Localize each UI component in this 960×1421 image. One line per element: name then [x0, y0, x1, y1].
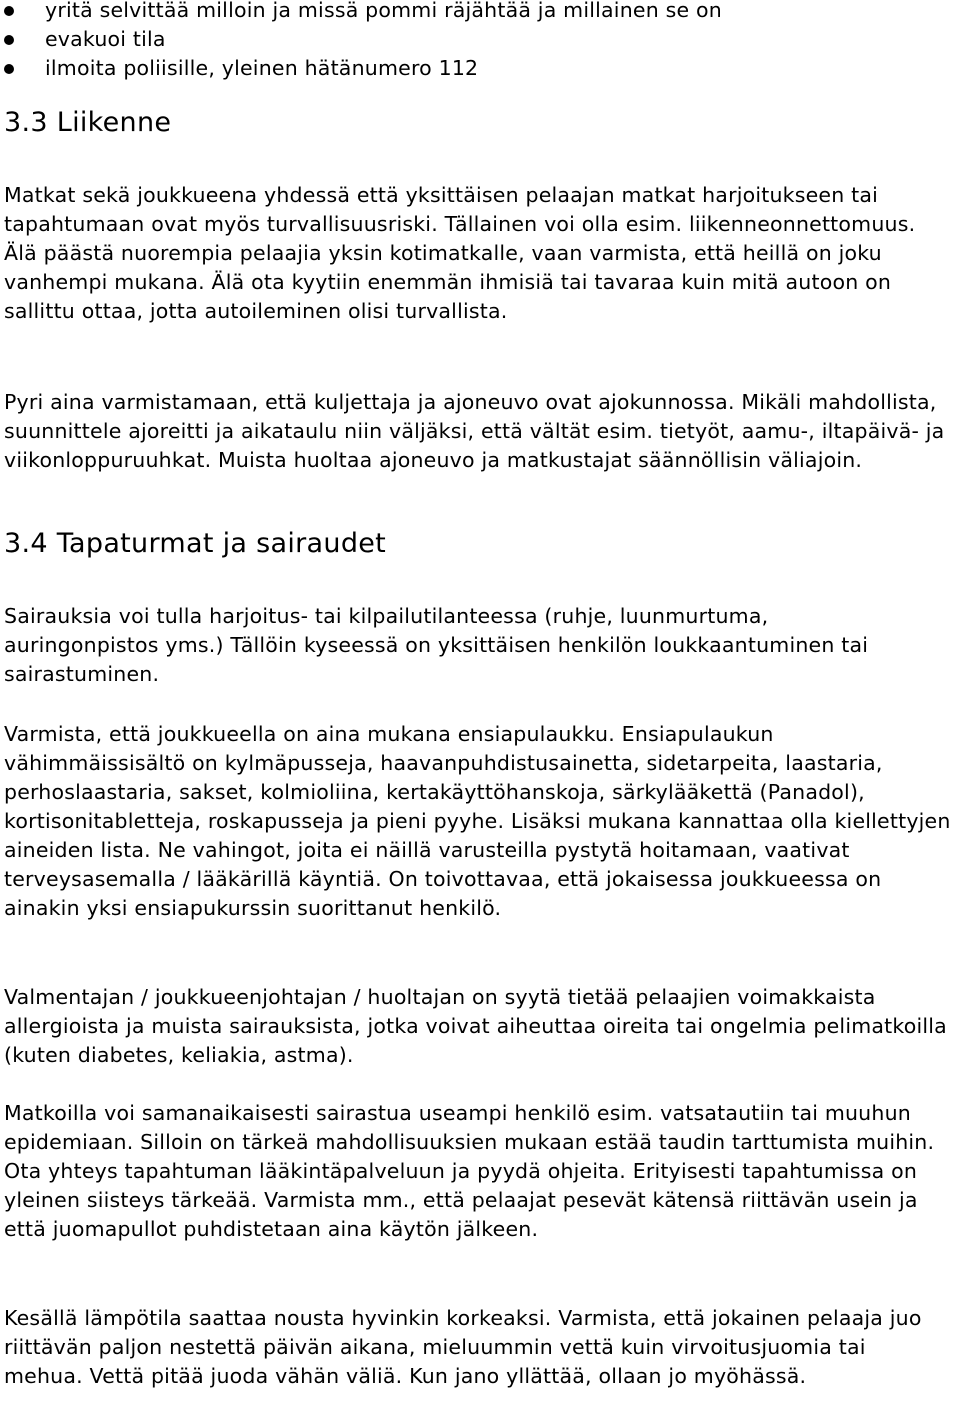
list-item: [0, 0, 722, 25]
list-item-text: yritä selvittää milloin ja missä pommi räjähtää ja millainen se on: [45, 0, 722, 22]
list-item-text: ilmoita poliisille, yleinen hätänumero 112: [45, 56, 479, 80]
list-item-text: evakuoi tila: [45, 27, 166, 51]
list-item: [0, 54, 722, 83]
list-item: [0, 25, 722, 54]
section-heading-injuries: 3.4 Tapaturmat ja sairaudet: [4, 528, 387, 559]
injuries-paragraph-5: Kesällä lämpötila saattaa nousta hyvinkin korkeaksi. Varmista, että jokainen pelaaja juo riittävän paljon nestettä päivän aikana, mieluummin vettä kuin virvoitusjuomia tai mehua. Vettä pitää juoda vähän väliä. Kun jano yllättää, ollaan jo myöhässä.: [4, 1306, 922, 1388]
traffic-paragraph-1: Matkat sekä joukkueena yhdessä että yksittäisen pelaajan matkat harjoitukseen tai tapahtumaan ovat myös turvallisuusriski. Tällainen voi olla esim. liikenneonnettomuus. Älä päästä nuorempia pelaajia yksin kotimatkalle, vaan varmista, että heillä on joku vanhempi mukana. Älä ota kyytiin enemmän ihmisiä tai tavaraa kuin mitä autoon on sallittu ottaa, jotta autoileminen olisi turvallista.: [4, 183, 916, 323]
injuries-paragraph-1: Sairauksia voi tulla harjoitus- tai kilpailutilanteessa (ruhje, luunmurtuma, auringonpistos yms.) Tällöin kyseessä on yksittäisen henkilön loukkaantuminen tai sairastuminen.: [4, 604, 869, 686]
bullet-icon: [4, 35, 14, 45]
bullet-icon: [4, 64, 14, 74]
bullet-list: [0, 0, 722, 83]
injuries-paragraph-2: Varmista, että joukkueella on aina mukana ensiapulaukku. Ensiapulaukun vähimmäissisältö on kylmäpusseja, haavanpuhdistusainetta, sidetarpeita, laastaria, perhoslaastaria, sakset, kolmioliina, kertakäyttöhanskoja, särkylääkettä (Panadol), kortisonitabletteja, roskapusseja ja pieni pyyhe. Lisäksi mukana kannattaa olla kiellettyjen aineiden lista. Ne vahingot, joita ei näillä varusteilla pystytä hoitamaan, vaativat terveysasemalla / lääkärillä käyntiä. On toivottavaa, että jokaisessa joukkueessa on ainakin yksi ensiapukurssin suorittanut henkilö.: [4, 722, 951, 920]
injuries-paragraph-4: Matkoilla voi samanaikaisesti sairastua useampi henkilö esim. vatsatautiin tai muuhun epidemiaan. Silloin on tärkeä mahdollisuuksien mukaan estää taudin tarttumista muihin. Ota yhteys tapahtuman lääkintäpalveluun ja pyydä ohjeita. Erityisesti tapahtumissa on yleinen siisteys tärkeää. Varmista mm., että pelaajat pesevät kätensä riittävän usein ja että juomapullot puhdistetaan aina käytön jälkeen.: [4, 1101, 935, 1241]
bullet-icon: [4, 6, 14, 16]
injuries-paragraph-3: Valmentajan / joukkueenjohtajan / huoltajan on syytä tietää pelaajien voimakkaista allergioista ja muista sairauksista, jotka voivat aiheuttaa oireita tai ongelmia pelimatkoilla (kuten diabetes, keliakia, astma).: [4, 985, 947, 1067]
section-heading-traffic: 3.3 Liikenne: [4, 107, 172, 138]
traffic-paragraph-2: Pyri aina varmistamaan, että kuljettaja ja ajoneuvo ovat ajokunnossa. Mikäli mahdollista, suunnittele ajoreitti ja aikataulu niin väljäksi, että vältät esim. tietyöt, aamu-, iltapäivä- ja viikonloppuruuhkat. Muista huoltaa ajoneuvo ja matkustajat säännöllisin väliajoin.: [4, 390, 945, 472]
